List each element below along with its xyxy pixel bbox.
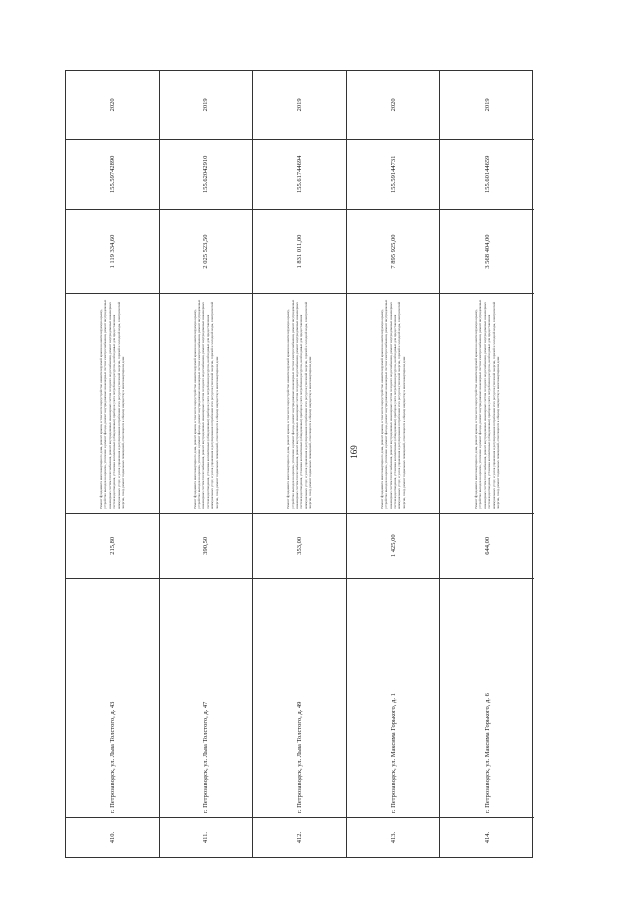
address-cell: г. Петрозаводск, ул. Льва Толстого, д. 47 [160,578,253,817]
address-cell: г. Петрозаводск, ул. Максима Горького, д. 1 [347,578,440,817]
work-description-cell: Ремонт фундамента многоквартирного дома, ремонт крыши, в том числе переустройство невентилируемой крыши на вентилируемую крышу, устройство выходов на кровлю, утепление и ремонт фасада, ремонт внутридомовых инженерных систем электроснабжения, ремонт внутридомовых инженерных систем теплоснабжения, ремонт внутридомовых инженерных систем холодного водоснабжения, ремонт внутридомовых инженерных систем водоотведения, установка коллективных (общедомовых) приборов учета потребления ресурсов, необходимых для предоставления коммунальных услуг, и узлов управления и регулирования потребления этих ресурсов (тепловой энергии, горячей и холодной воды, электрической энергии, газа), ремонт подвальных помещений, относящихся к общему имуществу в многоквартирном доме [347,293,440,512]
work-description-cell: Ремонт фундамента многоквартирного дома, ремонт крыши, в том числе переустройство невентилируемой крыши на вентилируемую крышу, устройство выходов на кровлю, утепление и ремонт фасада, ремонт внутридомовых инженерных систем электроснабжения, ремонт внутридомовых инженерных систем теплоснабжения, ремонт внутридомовых инженерных систем холодного водоснабжения, ремонт внутридомовых инженерных систем водоотведения, установка коллективных (общедомовых) приборов учета потребления ресурсов, необходимых для предоставления коммунальных услуг, и узлов управления и регулирования потребления этих ресурсов (тепловой энергии, горячей и холодной воды, электрической энергии, газа), ремонт подвальных помещений, относящихся к общему имуществу в многоквартирном доме [66,293,159,512]
area-cell: 644,00 [440,513,534,578]
area-cell: 1 425,00 [347,513,440,578]
address-cell: г. Петрозаводск, ул. Льва Толстого, д. 43 [66,578,159,817]
cost-cell: 3 568 404,00 [440,209,534,294]
cost-cell: 1 119 334,60 [66,209,159,294]
code-cell: 155.59742890 [66,139,159,209]
year-cell: 2019 [202,98,210,112]
row-number: 412. [253,817,346,857]
document-table-wrapper [65,70,533,858]
table-row [440,71,534,857]
code-cell: 155.61744694 [253,139,346,209]
cost-cell: 1 831 011,00 [253,209,346,294]
code-cell: 155.62042910 [160,139,253,209]
year-cell: 2020 [389,98,397,112]
table-row [347,71,441,857]
row-number: 413. [347,817,440,857]
address-cell: г. Петрозаводск, ул. Льва Толстого, д. 49 [253,578,346,817]
cost-cell: 2 025 523,50 [160,209,253,294]
work-description-cell: Ремонт фундамента многоквартирного дома, ремонт крыши, в том числе переустройство невентилируемой крыши на вентилируемую крышу, устройство выходов на кровлю, утепление и ремонт фасада, ремонт внутридомовых инженерных систем электроснабжения, ремонт внутридомовых инженерных систем теплоснабжения, ремонт внутридомовых инженерных систем холодного водоснабжения, ремонт внутридомовых инженерных систем водоотведения, установка коллективных (общедомовых) приборов учета потребления ресурсов, необходимых для предоставления коммунальных услуг, и узлов управления и регулирования потребления этих ресурсов (тепловой энергии, горячей и холодной воды, электрической энергии, газа), ремонт подвальных помещений, относящихся к общему имуществу в многоквартирном доме [253,293,346,512]
area-cell: 353,00 [253,513,346,578]
row-number: 411. [160,817,253,857]
row-number: 414. [440,817,534,857]
table-row [253,71,347,857]
year-cell: 2019 [295,98,303,112]
table-row [66,71,160,857]
row-number: 410. [66,817,159,857]
area-cell: 215,80 [66,513,159,578]
area-cell: 390,50 [160,513,253,578]
address-cell: г. Петрозаводск, ул. Максима Горького, д. 6 [440,578,534,817]
code-cell: 155.60144659 [440,139,534,209]
work-description-cell: Ремонт фундамента многоквартирного дома, ремонт крыши, в том числе переустройство невентилируемой крыши на вентилируемую крышу, устройство выходов на кровлю, утепление и ремонт фасада, ремонт внутридомовых инженерных систем электроснабжения, ремонт внутридомовых инженерных систем теплоснабжения, ремонт внутридомовых инженерных систем холодного водоснабжения, ремонт внутридомовых инженерных систем водоотведения, установка коллективных (общедомовых) приборов учета потребления ресурсов, необходимых для предоставления коммунальных услуг, и узлов управления и регулирования потребления этих ресурсов (тепловой энергии, горячей и холодной воды, электрической энергии, газа), ремонт подвальных помещений, относящихся к общему имуществу в многоквартирном доме [440,293,534,512]
year-cell: 2020 [108,98,116,112]
code-cell: 155.59144731 [347,139,440,209]
work-description-cell: Ремонт фундамента многоквартирного дома, ремонт крыши, в том числе переустройство невентилируемой крыши на вентилируемую крышу, устройство выходов на кровлю, утепление и ремонт фасада, ремонт внутридомовых инженерных систем электроснабжения, ремонт внутридомовых инженерных систем теплоснабжения, ремонт внутридомовых инженерных систем холодного водоснабжения, ремонт внутридомовых инженерных систем водоотведения, установка коллективных (общедомовых) приборов учета потребления ресурсов, необходимых для предоставления коммунальных услуг, и узлов управления и регулирования потребления этих ресурсов (тепловой энергии, горячей и холодной воды, электрической энергии, газа), ремонт подвальных помещений, относящихся к общему имуществу в многоквартирном доме [160,293,253,512]
page-number-text: 169 [349,445,359,459]
cost-cell: 7 895 925,00 [347,209,440,294]
year-cell: 2019 [483,98,491,112]
table-row [160,71,254,857]
document-table [65,70,533,858]
